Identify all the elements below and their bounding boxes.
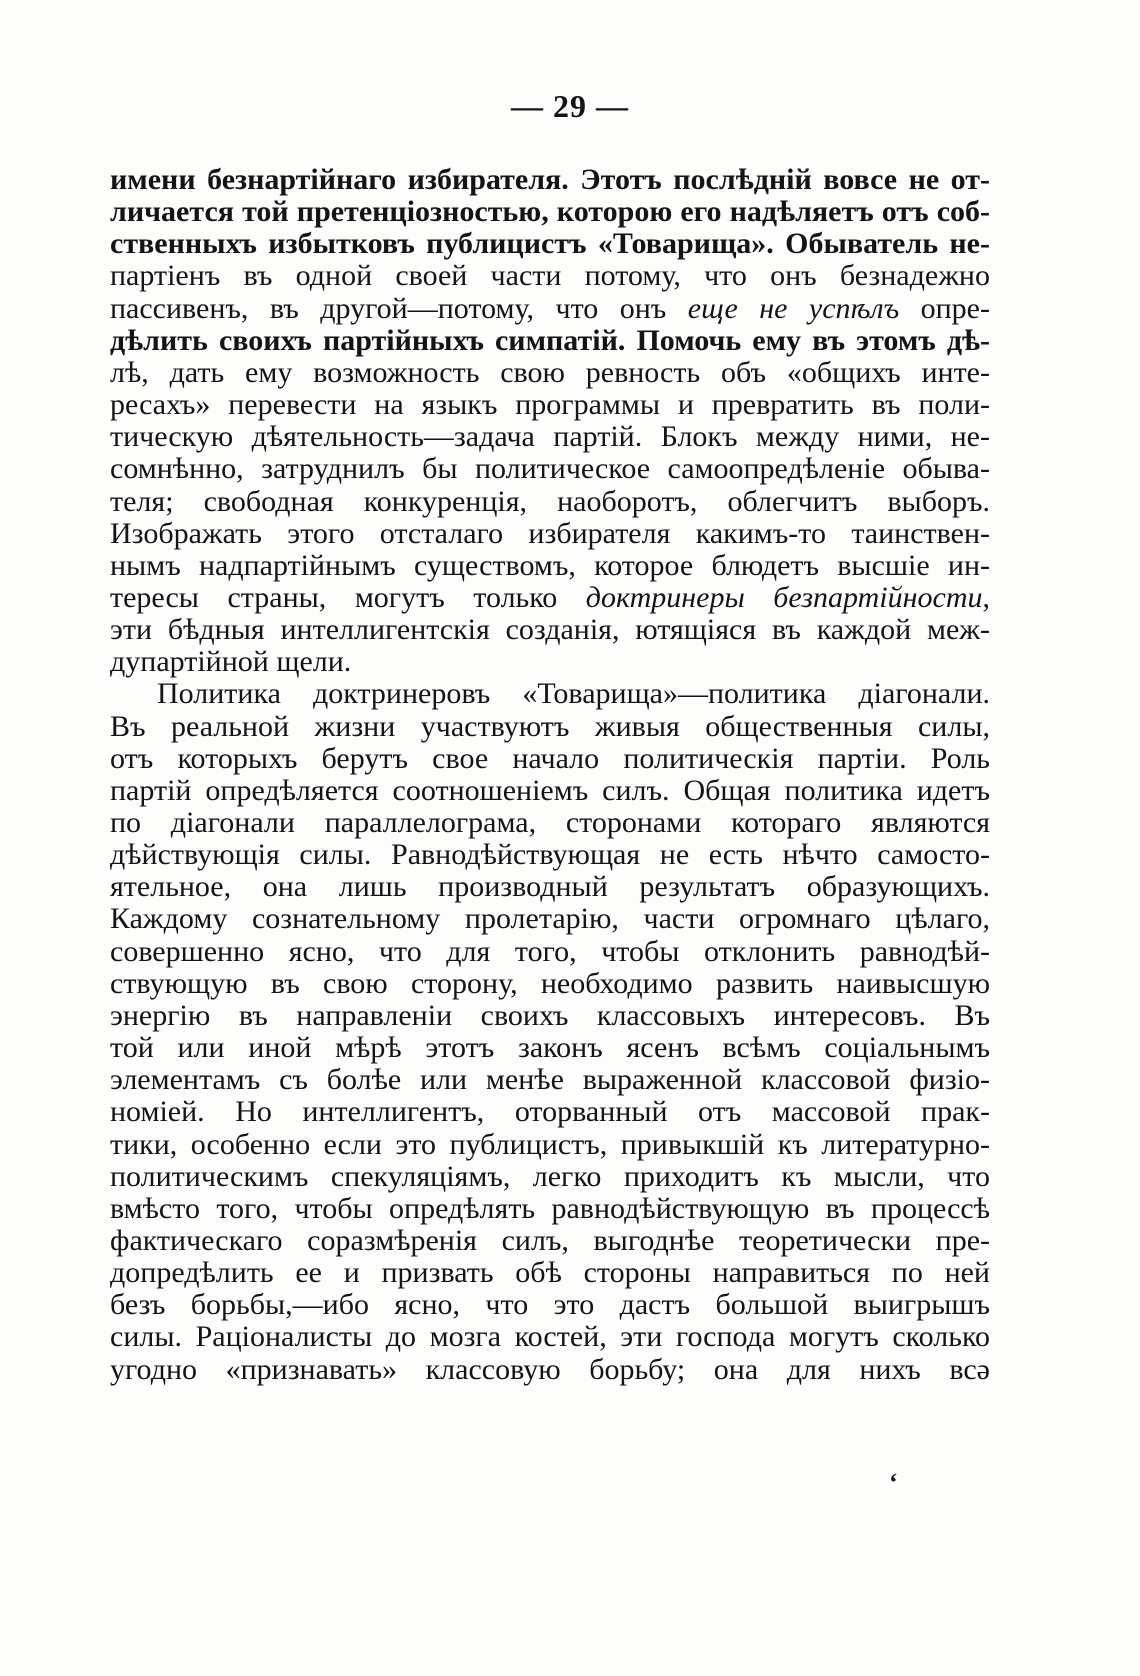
text-line: тическую дѣятельность—задача партій. Блокъ между ними, не- <box>110 420 990 454</box>
text-line: вмѣсто того, чтобы опредѣлять равнодѣйствующую въ процессѣ <box>110 1191 990 1225</box>
text-line: номіей. Но интеллигентъ, оторванный отъ массовой прак- <box>110 1095 990 1129</box>
text-line: Въ реальной жизни участвуютъ живыя общественныя силы, <box>110 709 990 743</box>
text-line: ствующую въ свою сторону, необходимо развить наивысшую <box>110 966 990 1000</box>
text-line: тики, особенно если это публицистъ, привыкшій къ литературно- <box>110 1127 990 1161</box>
text-line: энергію въ направленіи своихъ классовыхъ интересовъ. Въ <box>110 998 990 1032</box>
text-line: сомнѣнно, затруднилъ бы политическое самоопредѣленіе обыва- <box>110 452 990 486</box>
line-segment: пассивенъ, въ другой—потому, что онъ <box>110 291 688 325</box>
text-line: допредѣлить ее и призвать обѣ стороны направиться по ней <box>110 1256 990 1290</box>
text-line: ресахъ» перевести на языкъ программы и превратить въ поли- <box>110 388 990 422</box>
text-line: лѣ, дать ему возможность свою ревность объ «общихъ инте- <box>110 355 990 389</box>
emphasis-segment: доктринеры безпартійности <box>585 580 983 614</box>
text-line: безъ борьбы,—ибо ясно, что это дастъ большой выигрышъ <box>110 1288 990 1322</box>
text-line: дѣйствующія силы. Равнодѣйствующая не есть нѣчто самосто- <box>110 838 990 872</box>
text-line: Изображать этого отсталаго избирателя какимъ-то таинствен- <box>110 516 990 550</box>
line-segment: тересы страны, могутъ только <box>110 580 586 614</box>
margin-mark: ‘ <box>889 1468 898 1497</box>
text-line: партій опредѣляется соотношеніемъ силъ. Общая политика идетъ <box>110 773 990 807</box>
text-line <box>110 292 990 326</box>
text-line: дупартійной щели. <box>110 645 352 679</box>
text-line: дѣлить своихъ партійныхъ симпатій. Помочь ему въ этомъ дѣ- <box>110 323 990 357</box>
text-line: Политика доктринеровъ «Товарища»—политика діагонали. <box>157 677 990 711</box>
text-line: личается той претенціозностью, которою его надѣляетъ отъ соб- <box>110 195 990 229</box>
text-line: элементамъ съ болѣе или менѣе выраженной классовой физіо- <box>110 1063 990 1097</box>
text-line: силы. Раціоналисты до мозга костей, эти господа могутъ сколько <box>110 1320 990 1354</box>
text-line: имени безнартійнаго избирателя. Этотъ послѣдній вовсе не от- <box>110 163 990 196</box>
text-line: ственныхъ избытковъ публицистъ «Товарища». Обыватель не- <box>110 227 990 261</box>
text-line: той или иной мѣрѣ этотъ законъ ясенъ всѣмъ соціальнымъ <box>110 1031 990 1065</box>
text-line: Каждому сознательному пролетарію, части огромнаго цѣлаго, <box>110 902 990 936</box>
text-line <box>110 581 990 615</box>
text-line: фактическаго соразмѣренія силъ, выгоднѣе теоретически пре- <box>110 1223 990 1257</box>
text-line: по діагонали параллелограма, сторонами котораго являются <box>110 806 990 839</box>
text-line: партіенъ въ одной своей части потому, что онъ безнадежно <box>110 259 990 293</box>
text-line: угодно «признавать» классовую борьбу; она для нихъ всə <box>110 1352 990 1386</box>
text-line: ятельное, она лишь производный результатъ образующихъ. <box>110 870 990 904</box>
text-line: отъ которыхъ берутъ свое начало политическія партіи. Роль <box>110 741 990 775</box>
page-number: — 29 — <box>511 88 629 124</box>
line-segment: , <box>982 580 990 614</box>
text-line: теля; свободная конкуренція, наоборотъ, облегчитъ выборъ. <box>110 484 990 518</box>
text-line: эти бѣдныя интеллигентскія созданія, ютящіяся въ каждой меж- <box>110 613 990 647</box>
line-segment: опре- <box>899 291 990 325</box>
emphasis-segment: еще не успѣлъ <box>687 291 900 325</box>
text-line: политическимъ спекуляціямъ, легко приходитъ къ мысли, что <box>110 1159 990 1193</box>
text-line: нымъ надпартійнымъ существомъ, которое блюдетъ высшіе ин- <box>110 548 990 582</box>
text-line: совершенно ясно, что для того, чтобы отклонить равнодѣй- <box>110 934 990 968</box>
